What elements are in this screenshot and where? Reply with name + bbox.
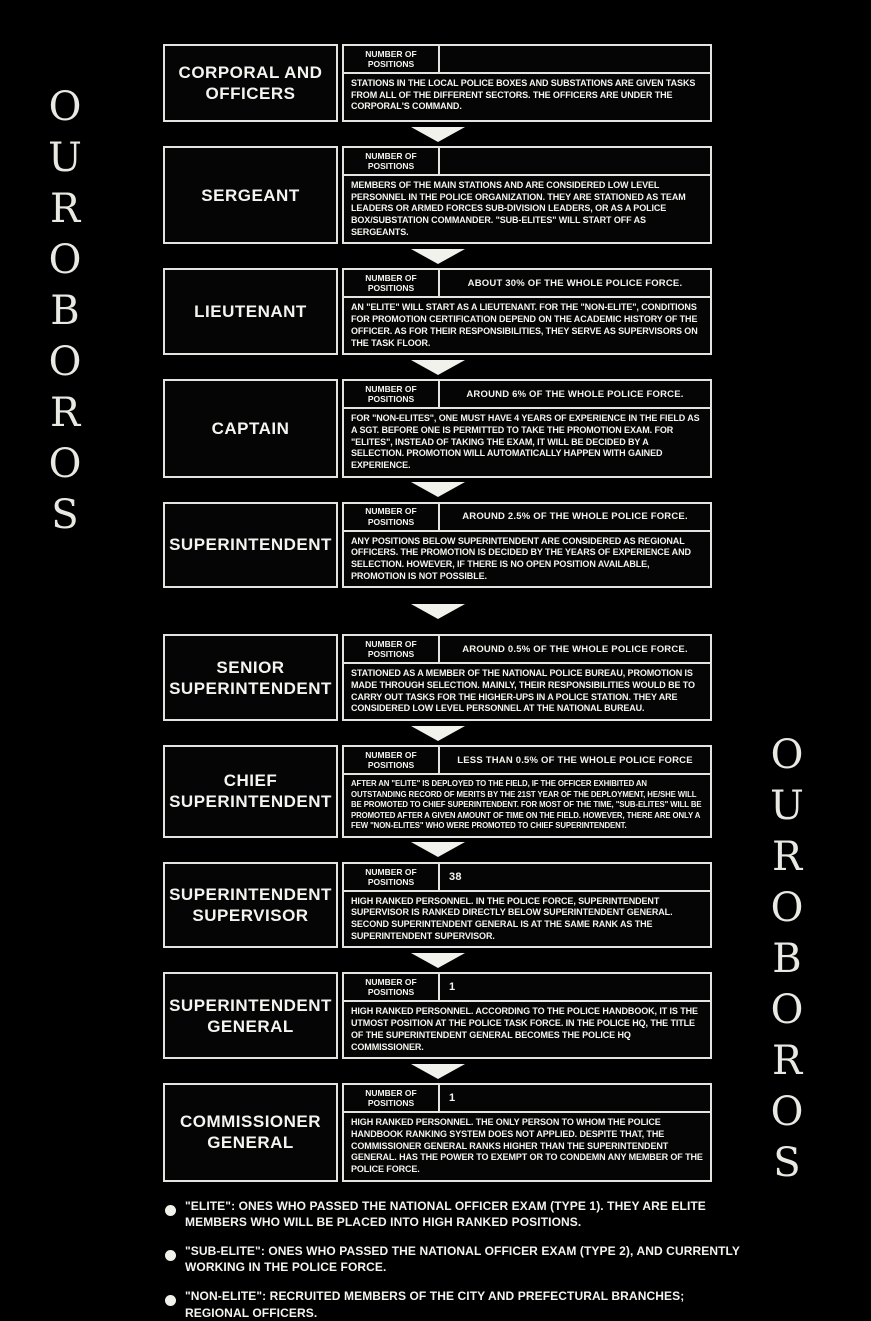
- table-header: [344, 381, 710, 409]
- positions-value: AROUND 0.5% OF THE WHOLE POLICE FORCE.: [462, 643, 688, 655]
- positions-value: LESS THAN 0.5% OF THE WHOLE POLICE FORCE: [457, 754, 693, 766]
- bullet-icon: [165, 1295, 176, 1306]
- arrow-gap: [163, 838, 712, 862]
- note-elite: [163, 1198, 748, 1230]
- table-header: [344, 270, 710, 298]
- table-header: [344, 636, 710, 664]
- rank-title: SUPERINTENDENT SUPERVISOR: [163, 862, 338, 949]
- bullet-icon: [165, 1250, 176, 1261]
- rank-table: [342, 146, 712, 244]
- arrow-gap: [163, 588, 712, 634]
- table-header: [344, 974, 710, 1002]
- table-header: [344, 46, 710, 74]
- rank-title: SUPERINTENDENT GENERAL: [163, 972, 338, 1059]
- rank-description: MEMBERS OF THE MAIN STATIONS AND ARE CONSIDERED LOW LEVEL PERSONNEL IN THE POLICE ORGANIZATION. THEY ARE STATIONED AS TEAM LEADERS OR ARMED FORCES SUB-DIVISION LEADERS, OR AS A POLICE BOX/SUBSTATION COMMANDER. "SUB-ELITES" WILL START OFF AS SERGEANTS.: [351, 180, 686, 237]
- down-arrow-icon: [411, 482, 465, 497]
- positions-value: AROUND 6% OF THE WHOLE POLICE FORCE.: [466, 388, 684, 400]
- rank-table: [342, 745, 712, 838]
- rank-description: STATIONED AS A MEMBER OF THE NATIONAL POLICE BUREAU, PROMOTION IS MADE THROUGH SELECTION. MAINLY, THEIR RESPONSIBILITIES WOULD BE TO CARRY OUT TASKS FOR THE HIGHER-UPS IN A POLICE STATION. THEY ARE CONSIDERED LOW LEVEL PERSONNEL AT THE NATIONAL BUREAU.: [351, 668, 695, 714]
- rank-description: HIGH RANKED PERSONNEL. THE ONLY PERSON TO WHOM THE POLICE HANDBOOK RANKING SYSTEM DOES NOT APPLIED. DESPITE THAT, THE COMMISSIONER GENERAL RANKS HIGHER THAN THE SUPERINTENDENT GENERAL. HAS THE POWER TO EXEMPT OR TO CONDEMN ANY MEMBER OF THE POLICE FORCE.: [351, 1117, 703, 1174]
- note-sub-elite: [163, 1243, 748, 1275]
- rank-description: STATIONS IN THE LOCAL POLICE BOXES AND SUBSTATIONS ARE GIVEN TASKS FROM ALL OF THE DIFFERENT SECTORS. THE OFFICERS ARE UNDER THE CORPORAL'S COMMAND.: [351, 78, 696, 112]
- rank-title: CAPTAIN: [163, 379, 338, 477]
- rank-title: SERGEANT: [163, 146, 338, 244]
- down-arrow-icon: [411, 842, 465, 857]
- positions-value: ABOUT 30% OF THE WHOLE POLICE FORCE.: [467, 277, 683, 289]
- positions-header-label: NUMBER OF POSITIONS: [344, 974, 440, 1000]
- arrow-gap: [163, 948, 712, 972]
- rank-hierarchy-diagram: [163, 44, 740, 1321]
- arrow-gap: [163, 1059, 712, 1083]
- rank-description: AN "ELITE" WILL START AS A LIEUTENANT. FOR THE "NON-ELITE", CONDITIONS FOR PROMOTION CERTIFICATION DEPEND ON THE ACADEMIC HISTORY OF THE OFFICER. AS FOR THEIR RESPONSIBILITIES, THEY SERVE AS SUPERVISORS ON THE TASK FLOOR.: [351, 302, 698, 348]
- rank-box-corporal-and-officers: [163, 44, 712, 122]
- positions-value: AROUND 2.5% OF THE WHOLE POLICE FORCE.: [462, 511, 688, 523]
- positions-header-label: NUMBER OF POSITIONS: [344, 270, 440, 296]
- vertical-title-left: OUROBOROS: [42, 84, 88, 543]
- rank-box-chief-superintendent: [163, 745, 712, 838]
- positions-value: 1: [449, 1092, 456, 1105]
- positions-header-label: NUMBER OF POSITIONS: [344, 864, 440, 890]
- rank-table: [342, 268, 712, 355]
- rank-table: [342, 1083, 712, 1181]
- arrow-gap: [163, 478, 712, 502]
- rank-box-senior-superintendent: [163, 634, 712, 721]
- table-header: [344, 504, 710, 532]
- arrow-gap: [163, 122, 712, 146]
- rank-title: LIEUTENANT: [163, 268, 338, 355]
- positions-header-label: NUMBER OF POSITIONS: [344, 381, 440, 407]
- rank-table: [342, 634, 712, 721]
- positions-header-label: NUMBER OF POSITIONS: [344, 636, 440, 662]
- rank-box-sergeant: [163, 146, 712, 244]
- table-header: [344, 148, 710, 176]
- positions-header-label: NUMBER OF POSITIONS: [344, 1085, 440, 1111]
- arrow-gap: [163, 244, 712, 268]
- rank-box-commissioner-general: [163, 1083, 712, 1181]
- rank-box-superintendent: [163, 502, 712, 589]
- rank-box-superintendent-supervisor: [163, 862, 712, 949]
- rank-title: SENIOR SUPERINTENDENT: [163, 634, 338, 721]
- down-arrow-icon: [411, 360, 465, 375]
- rank-table: [342, 862, 712, 949]
- positions-value: [440, 46, 710, 72]
- table-header: [344, 1085, 710, 1113]
- rank-box-superintendent-general: [163, 972, 712, 1059]
- rank-title: SUPERINTENDENT: [163, 502, 338, 589]
- vertical-title-right: OUROBOROS: [764, 732, 810, 1191]
- positions-header-label: NUMBER OF POSITIONS: [344, 504, 440, 530]
- rank-table: [342, 379, 712, 477]
- positions-value: 1: [449, 981, 456, 994]
- positions-value: [440, 148, 710, 174]
- down-arrow-icon: [411, 249, 465, 264]
- rank-table: [342, 44, 712, 122]
- rank-description: HIGH RANKED PERSONNEL. ACCORDING TO THE POLICE HANDBOOK, IT IS THE UTMOST POSITION AT THE POLICE TASK FORCE. IN THE POLICE HQ, THE TITLE OF THE SUPERINTENDENT GENERAL BECOMES THE POLICE HQ COMMISSIONER.: [351, 1006, 698, 1052]
- down-arrow-icon: [411, 1064, 465, 1079]
- rank-title: COMMISSIONER GENERAL: [163, 1083, 338, 1181]
- down-arrow-icon: [411, 127, 465, 142]
- note-text: "SUB-ELITE": ONES WHO PASSED THE NATIONAL OFFICER EXAM (TYPE 2), AND CURRENTLY WORKING IN THE POLICE FORCE.: [185, 1244, 740, 1275]
- positions-value: 38: [449, 870, 462, 883]
- rank-description: HIGH RANKED PERSONNEL. IN THE POLICE FORCE, SUPERINTENDENT SUPERVISOR IS RANKED DIRECTLY BELOW SUPERINTENDENT GENERAL. SECOND SUPERINTENDENT GENERAL IS AT THE SAME RANK AS THE SUPERINTENDENT SUPERVISOR.: [351, 895, 673, 941]
- table-header: [344, 864, 710, 892]
- positions-header-label: NUMBER OF POSITIONS: [344, 747, 440, 773]
- arrow-gap: [163, 721, 712, 745]
- rank-description: ANY POSITIONS BELOW SUPERINTENDENT ARE CONSIDERED AS REGIONAL OFFICERS. THE PROMOTION IS DECIDED BY THE YEARS OF EXPERIENCE AND SELECTION. HOWEVER, IF THERE IS NO OPEN POSITION AVAILABLE, PROMOTION IS NOT POSSIBLE.: [351, 535, 691, 581]
- table-header: [344, 747, 710, 775]
- down-arrow-icon: [411, 726, 465, 741]
- rank-table: [342, 972, 712, 1059]
- note-text: "ELITE": ONES WHO PASSED THE NATIONAL OFFICER EXAM (TYPE 1). THEY ARE ELITE MEMBERS WHO WILL BE PLACED INTO HIGH RANKED POSITIONS.: [185, 1198, 706, 1229]
- rank-title: CORPORAL AND OFFICERS: [163, 44, 338, 122]
- rank-description: AFTER AN "ELITE" IS DEPLOYED TO THE FIELD, IF THE OFFICER EXHIBITED AN OUTSTANDING RECORD OF MERITS BY THE 21ST YEAR OF THE DEPLOYMENT, HE/SHE WILL BE PROMOTED TO CHIEF SUPERINTENDENT. FOR MOST OF THE TIME, "SUB-ELITES" WILL BE PROMOTED AFTER A GIVEN AMOUNT OF TIME ON THE FIELD. HOWEVER, THERE ARE ONLY A FEW "NON-ELITES" WHO WERE PROMOTED TO CHIEF SUPERINTENDENT.: [351, 779, 702, 831]
- down-arrow-icon: [411, 953, 465, 968]
- rank-title: CHIEF SUPERINTENDENT: [163, 745, 338, 838]
- positions-header-label: NUMBER OF POSITIONS: [344, 148, 440, 174]
- down-arrow-icon: [411, 604, 465, 619]
- legend-notes: [163, 1198, 748, 1321]
- rank-description: FOR "NON-ELITES", ONE MUST HAVE 4 YEARS OF EXPERIENCE IN THE FIELD AS A SGT. BEFORE ONE IS PERMITTED TO TAKE THE PROMOTION EXAM. FOR "ELITES", INSTEAD OF TAKING THE EXAM, IT WILL BE DECIDED BY A SELECTION. PROMOTION WILL AUTOMATICALLY HAPPEN WITH GAINED EXPERIENCE.: [351, 413, 700, 470]
- positions-header-label: NUMBER OF POSITIONS: [344, 46, 440, 72]
- rank-box-captain: [163, 379, 712, 477]
- arrow-gap: [163, 355, 712, 379]
- bullet-icon: [165, 1205, 176, 1216]
- note-non-elite: [163, 1288, 748, 1320]
- rank-table: [342, 502, 712, 589]
- note-text: "NON-ELITE": RECRUITED MEMBERS OF THE CITY AND PREFECTURAL BRANCHES; REGIONAL OFFICERS.: [185, 1289, 685, 1320]
- rank-box-lieutenant: [163, 268, 712, 355]
